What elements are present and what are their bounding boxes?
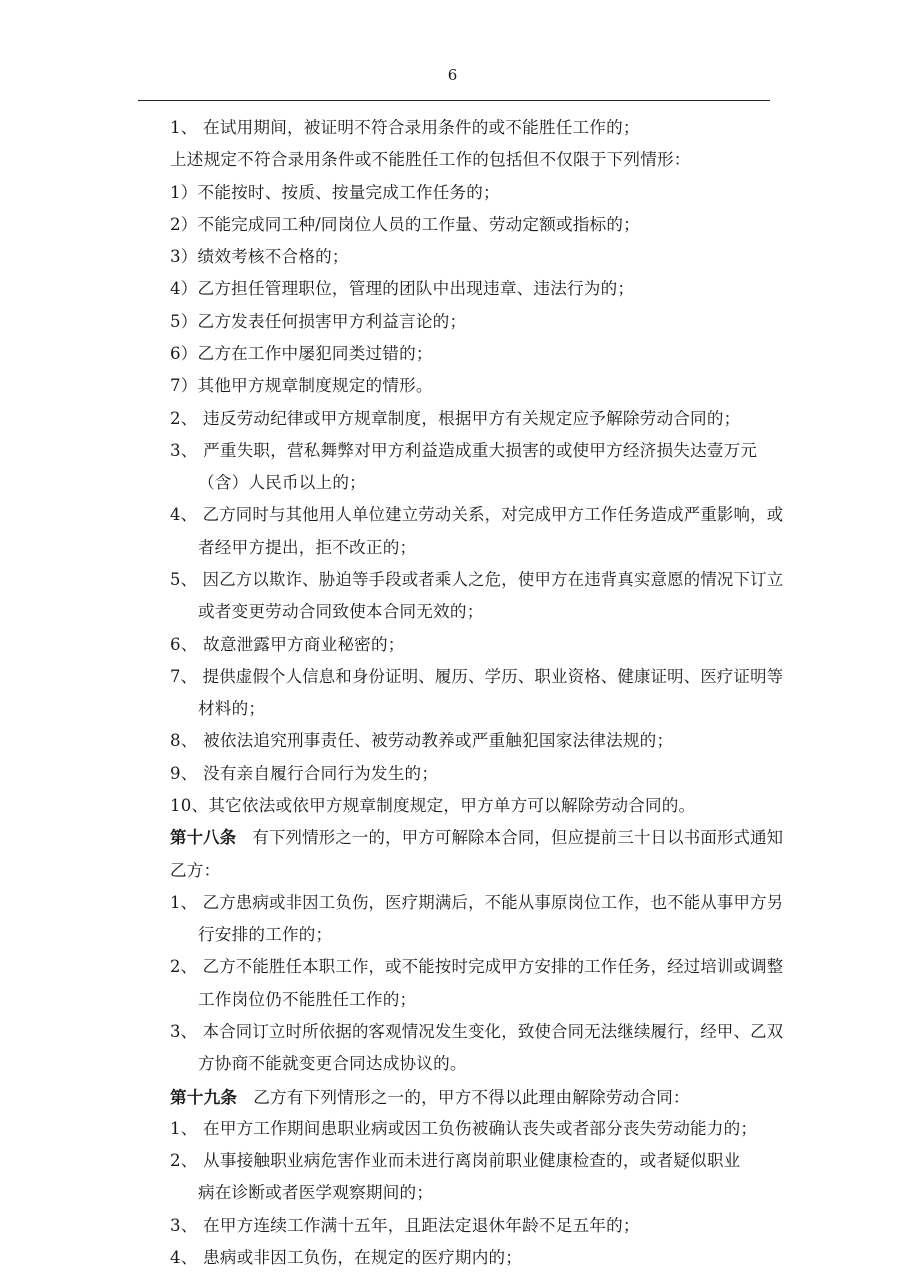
article-18-text: 有下列情形之一的，甲方可解除本合同，但应提前三十日以书面形式通知 bbox=[252, 828, 784, 847]
clause-line: 行安排的工作的； bbox=[198, 925, 333, 944]
clause-line: 或者变更劳动合同致使本合同无效的； bbox=[198, 602, 484, 621]
clause-line: 4、 患病或非因工负伤，在规定的医疗期内的； bbox=[170, 1248, 523, 1267]
clause-line: 2、 乙方不能胜任本职工作，或不能按时完成甲方安排的工作任务，经过培训或调整 bbox=[170, 957, 784, 976]
clause-line: 10、其它依法或依甲方规章制度规定，甲方单方可以解除劳动合同的。 bbox=[170, 796, 696, 815]
clause-line: 方协商不能就变更合同达成协议的。 bbox=[198, 1054, 467, 1073]
clause-line: 7）其他甲方规章制度规定的情形。 bbox=[170, 376, 433, 395]
clause-line: 1、 乙方患病或非因工负伤，医疗期满后，不能从事原岗位工作，也不能从事甲方另 bbox=[170, 893, 784, 912]
article-19-text: 乙方有下列情形之一的，甲方不得以此理由解除劳动合同： bbox=[253, 1088, 690, 1107]
clause-line: 7、 提供虚假个人信息和身份证明、履历、学历、职业资格、健康证明、医疗证明等 bbox=[170, 667, 784, 686]
clause-line: 乙方： bbox=[170, 861, 221, 880]
clause-line: 5、 因乙方以欺诈、胁迫等手段或者乘人之危，使甲方在违背真实意愿的情况下订立 bbox=[170, 570, 784, 589]
clause-line: 8、 被依法追究刑事责任、被劳动教养或严重触犯国家法律法规的； bbox=[170, 731, 674, 750]
article-19-line bbox=[170, 1087, 690, 1108]
clause-line: 2、 从事接触职业病危害作业而未进行离岗前职业健康检查的，或者疑似职业 bbox=[170, 1151, 741, 1170]
clause-line: 2、 违反劳动纪律或甲方规章制度，根据甲方有关规定应予解除劳动合同的； bbox=[170, 409, 741, 428]
clause-line: 6、 故意泄露甲方商业秘密的； bbox=[170, 635, 405, 654]
clause-line: 5）乙方发表任何损害甲方利益言论的； bbox=[170, 312, 467, 331]
clause-line: 2）不能完成同工种/同岗位人员的工作量、劳动定额或指标的； bbox=[170, 215, 640, 234]
article-18-title: 第十八条 bbox=[170, 828, 237, 847]
clause-line: 材料的； bbox=[198, 699, 266, 718]
clause-line: 1、 在甲方工作期间患职业病或因工负伤被确认丧失或者部分丧失劳动能力的； bbox=[170, 1119, 758, 1138]
page-number: 6 bbox=[447, 66, 458, 84]
clause-line: 6）乙方在工作中屡犯同类过错的； bbox=[170, 344, 433, 363]
clause-line: （含）人民币以上的； bbox=[198, 473, 366, 492]
clause-line: 1）不能按时、按质、按量完成工作任务的； bbox=[170, 183, 500, 202]
article-18-line bbox=[170, 828, 783, 848]
clause-line: 9、 没有亲自履行合同行为发生的； bbox=[170, 764, 439, 783]
clause-line: 3、 严重失职，营私舞弊对甲方利益造成重大损害的或使甲方经济损失达壹万元 bbox=[170, 441, 758, 460]
clause-line: 1、 在试用期间，被证明不符合录用条件的或不能胜任工作的； bbox=[170, 118, 640, 137]
clause-line: 3）绩效考核不合格的； bbox=[170, 247, 349, 266]
clause-line: 工作岗位仍不能胜任工作的； bbox=[198, 990, 417, 1009]
clause-line: 上述规定不符合录用条件或不能胜任工作的包括但不仅限于下列情形： bbox=[170, 150, 691, 169]
clause-line: 病在诊断或者医学观察期间的； bbox=[198, 1183, 434, 1202]
clause-line: 4）乙方担任管理职位，管理的团队中出现违章、违法行为的； bbox=[170, 279, 635, 298]
clause-line: 者经甲方提出，拒不改正的； bbox=[198, 538, 417, 557]
clause-line: 3、 本合同订立时所依据的客观情况发生变化，致使合同无法继续履行，经甲、乙双 bbox=[170, 1022, 784, 1041]
clause-line: 4、 乙方同时与其他用人单位建立劳动关系，对完成甲方工作任务造成严重影响，或 bbox=[170, 505, 784, 524]
header-divider bbox=[138, 100, 770, 101]
article-19-title: 第十九条 bbox=[170, 1087, 238, 1107]
clause-line: 3、 在甲方连续工作满十五年，且距法定退休年龄不足五年的； bbox=[170, 1216, 640, 1235]
